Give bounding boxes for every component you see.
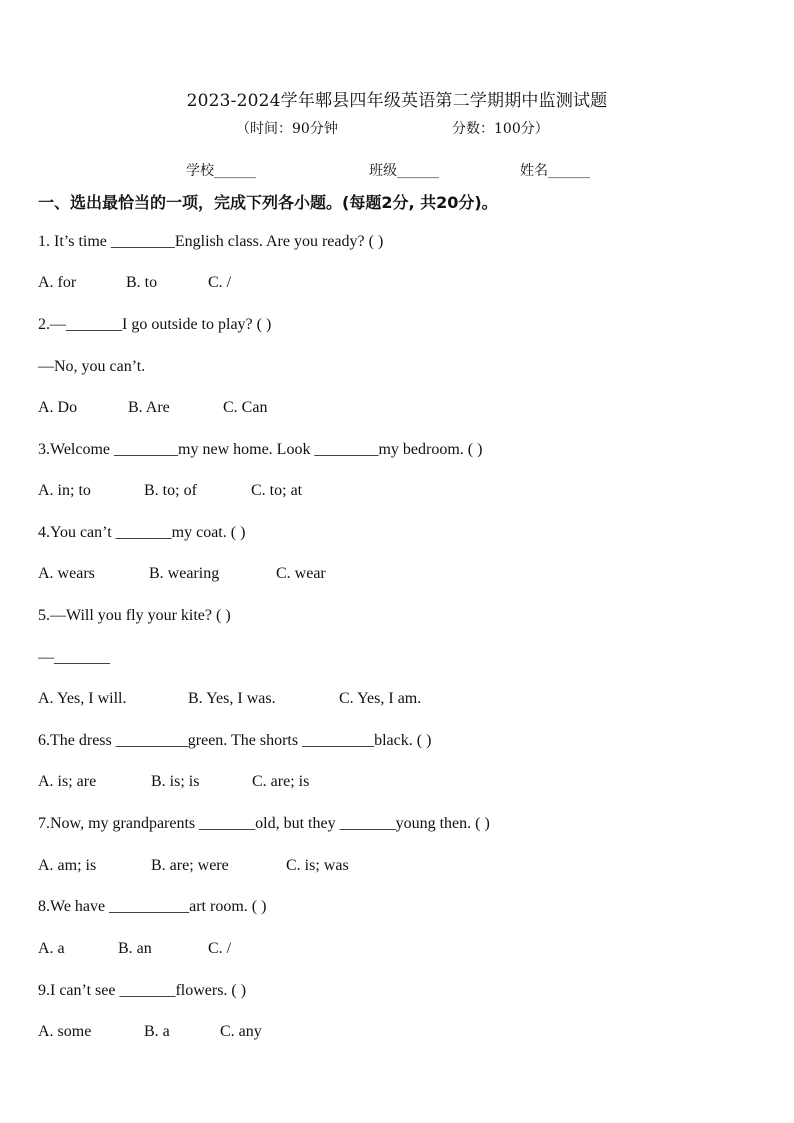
question-1: 1. It’s time ________English class. Are you ready? ( )	[38, 233, 384, 250]
option-b: B. Are	[128, 399, 170, 416]
option-a: A. Do	[38, 399, 78, 416]
option-c: C. is; was	[286, 857, 349, 874]
page-title: 2023-2024学年郫县四年级英语第二学期期中监测试题	[186, 91, 608, 111]
option-c: C. are; is	[252, 773, 310, 790]
option-b: B. to	[126, 274, 158, 291]
option-c: C. Yes, I am.	[339, 690, 422, 707]
options-7	[38, 857, 349, 875]
question-5: 5.—Will you fly your kite? ( )	[38, 607, 231, 624]
school-blank: ______	[214, 163, 256, 179]
options-1	[38, 274, 231, 292]
option-a: A. am; is	[38, 857, 97, 874]
exam-time: （时间：90分钟	[236, 121, 338, 137]
options-8	[38, 940, 231, 958]
class-blank: ______	[397, 163, 439, 179]
question-5-reply: —_______	[38, 649, 110, 666]
options-2	[38, 399, 267, 417]
option-a: A. a	[38, 940, 65, 957]
class-label: 班级	[369, 163, 397, 179]
question-2-reply: —No, you can’t.	[38, 358, 146, 375]
option-a: A. for	[38, 274, 77, 291]
options-5	[38, 690, 421, 708]
options-3	[38, 482, 302, 500]
option-c: C. to; at	[251, 482, 303, 499]
option-c: C. any	[220, 1023, 262, 1040]
school-field	[186, 160, 256, 180]
option-c: C. Can	[223, 399, 268, 416]
option-b: B. an	[118, 940, 152, 957]
option-c: C. wear	[276, 565, 326, 582]
question-9: 9.I can’t see _______flowers. ( )	[38, 982, 247, 999]
option-a: A. Yes, I will.	[38, 690, 127, 707]
options-6	[38, 773, 309, 791]
options-4	[38, 565, 326, 583]
question-7: 7.Now, my grandparents _______old, but they _______young then. ( )	[38, 815, 490, 832]
option-b: B. Yes, I was.	[188, 690, 276, 707]
option-b: B. wearing	[149, 565, 220, 582]
class-field	[369, 160, 439, 180]
name-blank: ______	[548, 163, 590, 179]
school-label: 学校	[186, 163, 214, 179]
options-9	[38, 1023, 262, 1041]
question-6: 6.The dress _________green. The shorts _________black. ( )	[38, 732, 432, 749]
name-label: 姓名	[520, 163, 548, 179]
option-a: A. wears	[38, 565, 95, 582]
section-title: 一、选出最恰当的一项，完成下列各小题。(每题2分, 共20分)。	[38, 193, 498, 212]
option-a: A. is; are	[38, 773, 97, 790]
exam-score: 分数：100分）	[452, 121, 549, 137]
option-b: B. is; is	[151, 773, 200, 790]
question-2: 2.—_______I go outside to play? ( )	[38, 316, 272, 333]
option-c: C. /	[208, 274, 232, 291]
option-a: A. some	[38, 1023, 92, 1040]
option-b: B. to; of	[144, 482, 197, 499]
name-field	[520, 160, 590, 180]
option-b: B. a	[144, 1023, 170, 1040]
question-3: 3.Welcome ________my new home. Look ________my bedroom. ( )	[38, 441, 483, 458]
question-4: 4.You can’t _______my coat. ( )	[38, 524, 246, 541]
question-8: 8.We have __________art room. ( )	[38, 898, 267, 915]
option-c: C. /	[208, 940, 232, 957]
option-a: A. in; to	[38, 482, 91, 499]
option-b: B. are; were	[151, 857, 229, 874]
